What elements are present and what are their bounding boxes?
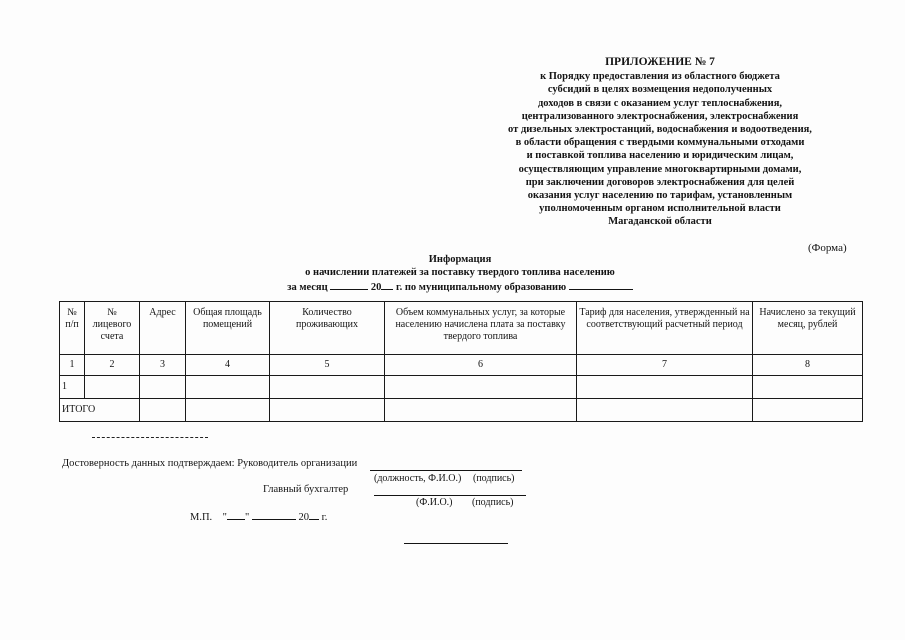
header-cell: № п/п xyxy=(60,302,85,355)
table-cell[interactable] xyxy=(186,399,270,422)
table-cell[interactable] xyxy=(270,399,385,422)
table-cell[interactable] xyxy=(385,376,577,399)
info-period-line xyxy=(250,279,670,295)
column-number: 4 xyxy=(186,355,270,376)
date-suffix: г. xyxy=(321,512,328,523)
seal-label: М.П. xyxy=(190,512,213,523)
total-label: ИТОГО xyxy=(60,399,140,422)
appendix-line: осуществляющим управление многоквартирными домами, xyxy=(518,163,802,175)
head-signature-line[interactable] xyxy=(370,470,522,471)
appendix-line: субсидий в целях возмещения недополученных xyxy=(547,84,773,96)
appendix-line: при заключении договоров электроснабжения для целей xyxy=(525,176,795,188)
appendix-title: ПРИЛОЖЕНИЕ № 7 xyxy=(605,56,715,68)
accountant-signature-line[interactable] xyxy=(374,495,526,496)
column-number: 3 xyxy=(140,355,186,376)
head-position-caption: (должность, Ф.И.О.) xyxy=(374,473,462,484)
table-cell[interactable] xyxy=(85,376,140,399)
total-row xyxy=(60,399,863,422)
appendix-line: уполномоченным органом исполнительной власти xyxy=(539,203,781,215)
municipality-label: г. по муниципальному образованию xyxy=(396,282,567,293)
info-heading xyxy=(250,254,670,295)
column-number: 6 xyxy=(385,355,577,376)
row-number: 1 xyxy=(60,376,85,399)
header-cell: Начислено за текущий месяц, рублей xyxy=(753,302,863,355)
table-cell[interactable] xyxy=(140,399,186,422)
header-cell: Адрес xyxy=(140,302,186,355)
column-number: 7 xyxy=(577,355,753,376)
month-date-blank[interactable] xyxy=(252,509,296,520)
appendix-line: и поставкой топлива населению и юридическим лицам, xyxy=(526,150,794,162)
column-number: 1 xyxy=(60,355,85,376)
head-signature-caption: (подпись) xyxy=(473,473,515,484)
header-cell: Объем коммунальных услуг, за которые населению начислена плата за поставку твердого топлива xyxy=(385,302,577,355)
bottom-separator xyxy=(404,543,508,544)
appendix-line: к Порядку предоставления из областного бюджета xyxy=(540,71,780,83)
column-number: 5 xyxy=(270,355,385,376)
form-label: (Форма) xyxy=(808,242,847,254)
table-cell[interactable] xyxy=(270,376,385,399)
appendix-line: оказания услуг населению по тарифам, установленным xyxy=(527,190,793,202)
date-quote-close: " xyxy=(244,512,250,523)
dashed-separator xyxy=(92,437,208,438)
table-cell[interactable] xyxy=(577,399,753,422)
appendix-line: от дизельных электростанций, водоснабжения и водоотведения, xyxy=(508,124,812,136)
appendix-line: централизованного электроснабжения, электроснабжения xyxy=(521,110,799,122)
appendix-header xyxy=(470,56,850,229)
appendix-line: доходов в связи с оказанием услуг теплоснабжения, xyxy=(537,97,783,109)
table-cell[interactable] xyxy=(186,376,270,399)
month-blank[interactable] xyxy=(330,279,368,290)
column-number: 8 xyxy=(753,355,863,376)
date-year-blank[interactable] xyxy=(309,509,319,520)
year-prefix: 20 xyxy=(370,282,382,293)
info-title: Информация xyxy=(428,254,492,265)
confirmation-text: Достоверность данных подтверждаем: Руководитель организации xyxy=(62,458,358,469)
header-cell: Общая площадь помещений xyxy=(186,302,270,355)
seal-date-line xyxy=(190,509,327,523)
table-cell[interactable] xyxy=(753,376,863,399)
accountant-signature-caption: (подпись) xyxy=(472,497,514,508)
info-subtitle: о начислении платежей за поставку твердого топлива населению xyxy=(305,266,615,278)
header-cell: Тариф для населения, утвержденный на соответствующий расчетный период xyxy=(577,302,753,355)
table-cell[interactable] xyxy=(140,376,186,399)
header-cell: № лицевого счета xyxy=(85,302,140,355)
appendix-line: Магаданской области xyxy=(608,216,712,228)
column-number-row xyxy=(60,355,863,376)
month-label: за месяц xyxy=(287,282,328,293)
table-cell[interactable] xyxy=(385,399,577,422)
accountant-fio-caption: (Ф.И.О.) xyxy=(416,497,453,508)
column-number: 2 xyxy=(85,355,140,376)
payments-table xyxy=(59,301,863,422)
date-quote-open: " xyxy=(222,512,227,523)
municipality-blank[interactable] xyxy=(569,279,633,290)
header-cell: Количество проживающих xyxy=(270,302,385,355)
table-cell[interactable] xyxy=(577,376,753,399)
year-blank[interactable] xyxy=(381,279,393,290)
day-blank[interactable] xyxy=(227,509,245,520)
table-header-row xyxy=(60,302,863,355)
accountant-label: Главный бухгалтер xyxy=(263,484,349,495)
table-row xyxy=(60,376,863,399)
table-cell[interactable] xyxy=(753,399,863,422)
appendix-line: в области обращения с твердыми коммунальными отходами xyxy=(515,137,805,149)
date-year: 20 xyxy=(298,512,310,523)
